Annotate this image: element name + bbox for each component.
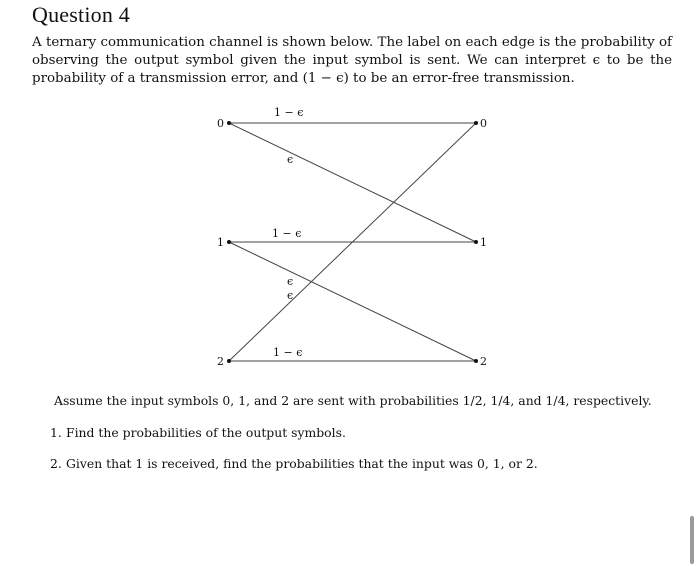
question-number: 2. [50,456,62,471]
edge-label-1-1: 1 − ϵ [272,227,302,240]
input-label-1: 1 [217,236,224,249]
input-node-0 [227,121,231,125]
output-node-0 [474,121,478,125]
edge-label-0-0: 1 − ϵ [274,106,304,119]
edge-label-2-0: ϵ [287,289,294,302]
edge-label-0-1: ϵ [287,153,294,166]
edge-1-to-2 [229,242,476,361]
question-number: 1. [50,425,62,440]
input-label-0: 0 [217,117,224,130]
input-node-1 [227,240,231,244]
output-label-2: 2 [480,355,487,368]
edge-0-to-1 [229,123,476,242]
intro-paragraph: A ternary communication channel is shown below. The label on each edge is the probability of observing the output symbol given the input symbol is sent. We can interpret ϵ to be the probability of a transmission error, and (1 − ϵ) to be an error-free transmission. [32,35,672,86]
question-item [50,456,538,472]
input-label-2: 2 [217,355,224,368]
scrollbar[interactable] [690,516,694,564]
edge-label-2-2: 1 − ϵ [273,346,303,359]
question-list [50,425,538,487]
edge-label-1-2: ϵ [287,275,294,288]
question-heading: Question 4 [32,2,130,27]
assumption-text: Assume the input symbols 0, 1, and 2 are sent with probabilities 1/2, 1/4, and 1/4, respectively. [54,393,652,408]
output-node-1 [474,240,478,244]
question-item [50,425,538,441]
output-node-2 [474,359,478,363]
question-text: Given that 1 is received, find the probabilities that the input was 0, 1, or 2. [66,456,538,471]
question-text: Find the probabilities of the output symbols. [66,425,346,440]
output-label-1: 1 [480,236,487,249]
input-node-2 [227,359,231,363]
output-label-0: 0 [480,117,487,130]
